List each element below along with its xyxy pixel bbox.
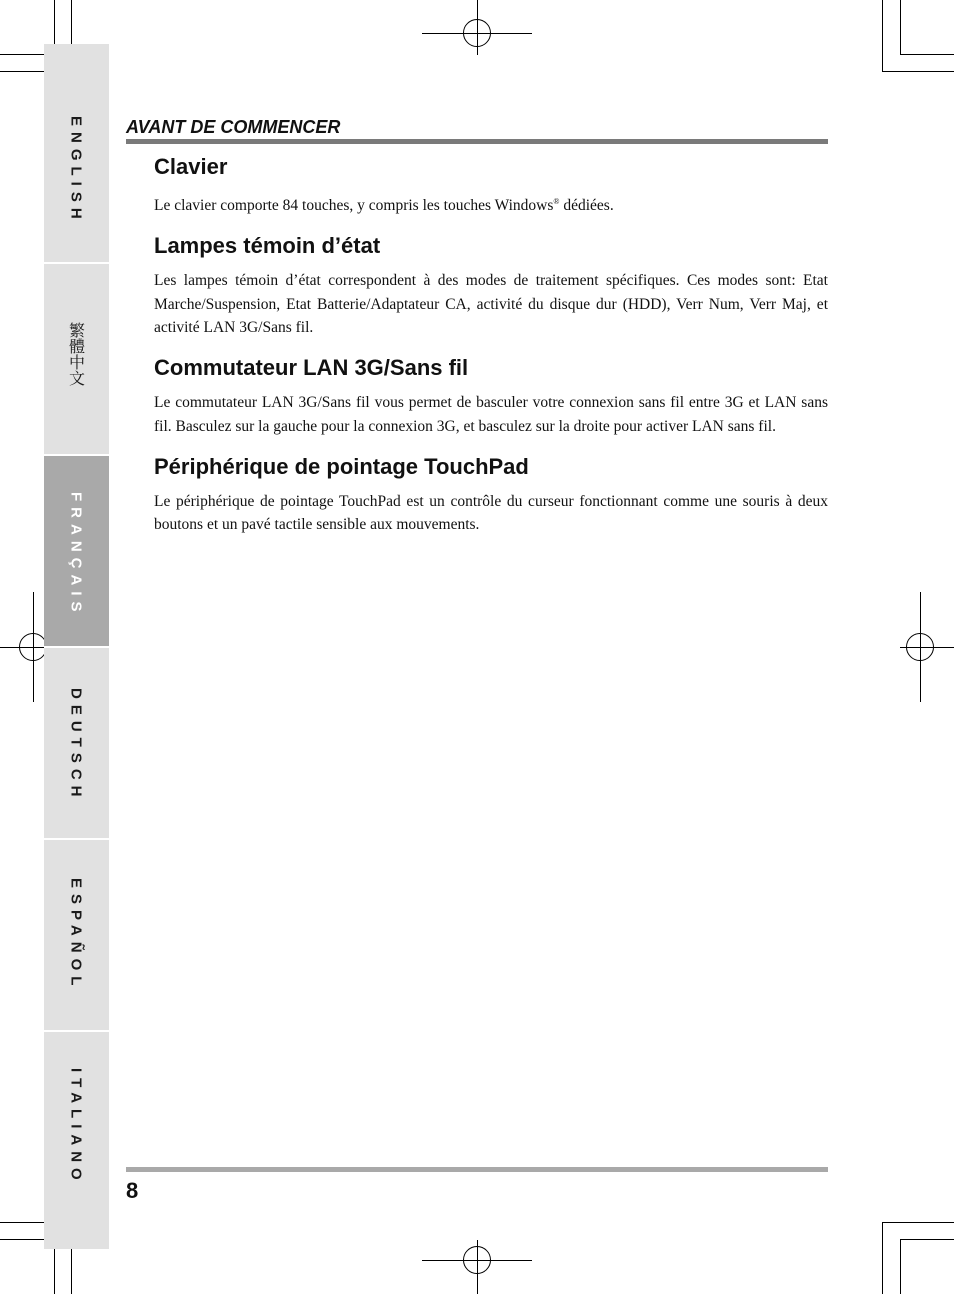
lang-label: 繁體中文: [66, 322, 86, 386]
heading-lampes-temoin: Lampes témoin d’état: [154, 233, 381, 259]
registered-mark: ®: [553, 197, 560, 206]
crop-mark: [900, 0, 901, 54]
paragraph-clavier: [154, 190, 828, 217]
paragraph-touchpad: Le périphérique de pointage TouchPad est un contrôle du curseur fonctionnant comme une souris à deux boutons et un pavé tactile sensible aux mouvements.: [154, 492, 828, 534]
page-number: 8: [126, 1178, 139, 1203]
lang-tab-francais[interactable]: [44, 456, 109, 648]
section-title: AVANT DE COMMENCER: [126, 117, 341, 137]
lang-tab-english[interactable]: [44, 44, 109, 264]
crop-mark: [882, 1222, 954, 1223]
registration-circle: [19, 633, 47, 661]
crop-mark: [900, 54, 954, 55]
lang-tab-deutsch[interactable]: [44, 648, 109, 840]
heading-touchpad: Périphérique de pointage TouchPad: [154, 453, 529, 479]
page-content: [154, 152, 828, 551]
paragraph-lampes-temoin: Les lampes témoin d’état correspondent à des modes de traitement spécifiques. Ces modes sont: Etat Marche/Suspension, Etat Batterie/Adaptateur CA, activité du disque dur (HDD), Verr Num, Verr Maj, et activité LAN 3G/Sans fil.: [154, 272, 828, 337]
text: Le clavier comporte 84 touches, y compris les touches Windows: [154, 197, 554, 215]
language-sidebar: [44, 44, 109, 1249]
crop-mark: [900, 1239, 954, 1240]
lang-label: FRANÇAIS: [67, 492, 85, 618]
lang-label: DEUTSCH: [67, 688, 85, 803]
text: dédiées.: [559, 197, 614, 215]
lang-label: ESPAÑOL: [67, 878, 85, 992]
lang-tab-italiano[interactable]: [44, 1032, 109, 1249]
registration-circle: [906, 633, 934, 661]
header-rule: [126, 139, 828, 144]
heading-clavier: Clavier: [154, 154, 228, 179]
crop-mark: [882, 1222, 883, 1294]
lang-label: ENGLISH: [67, 116, 85, 225]
crop-mark: [900, 1239, 901, 1294]
lang-tab-chinese[interactable]: [44, 264, 109, 456]
crop-mark: [882, 71, 954, 72]
crop-mark: [882, 0, 883, 72]
footer-rule: [126, 1167, 828, 1172]
registration-circle: [463, 19, 491, 47]
paragraph-commutateur-lan: Le commutateur LAN 3G/Sans fil vous permet de basculer votre connexion sans fil entre 3G et LAN sans fil. Basculez sur la gauche pour la connexion 3G, et basculez sur la droite pour activer LAN sans fil.: [154, 394, 828, 435]
lang-tab-espanol[interactable]: [44, 840, 109, 1032]
registration-circle: [463, 1246, 491, 1274]
lang-label: ITALIANO: [67, 1068, 85, 1186]
heading-commutateur-lan: Commutateur LAN 3G/Sans fil: [154, 355, 469, 381]
